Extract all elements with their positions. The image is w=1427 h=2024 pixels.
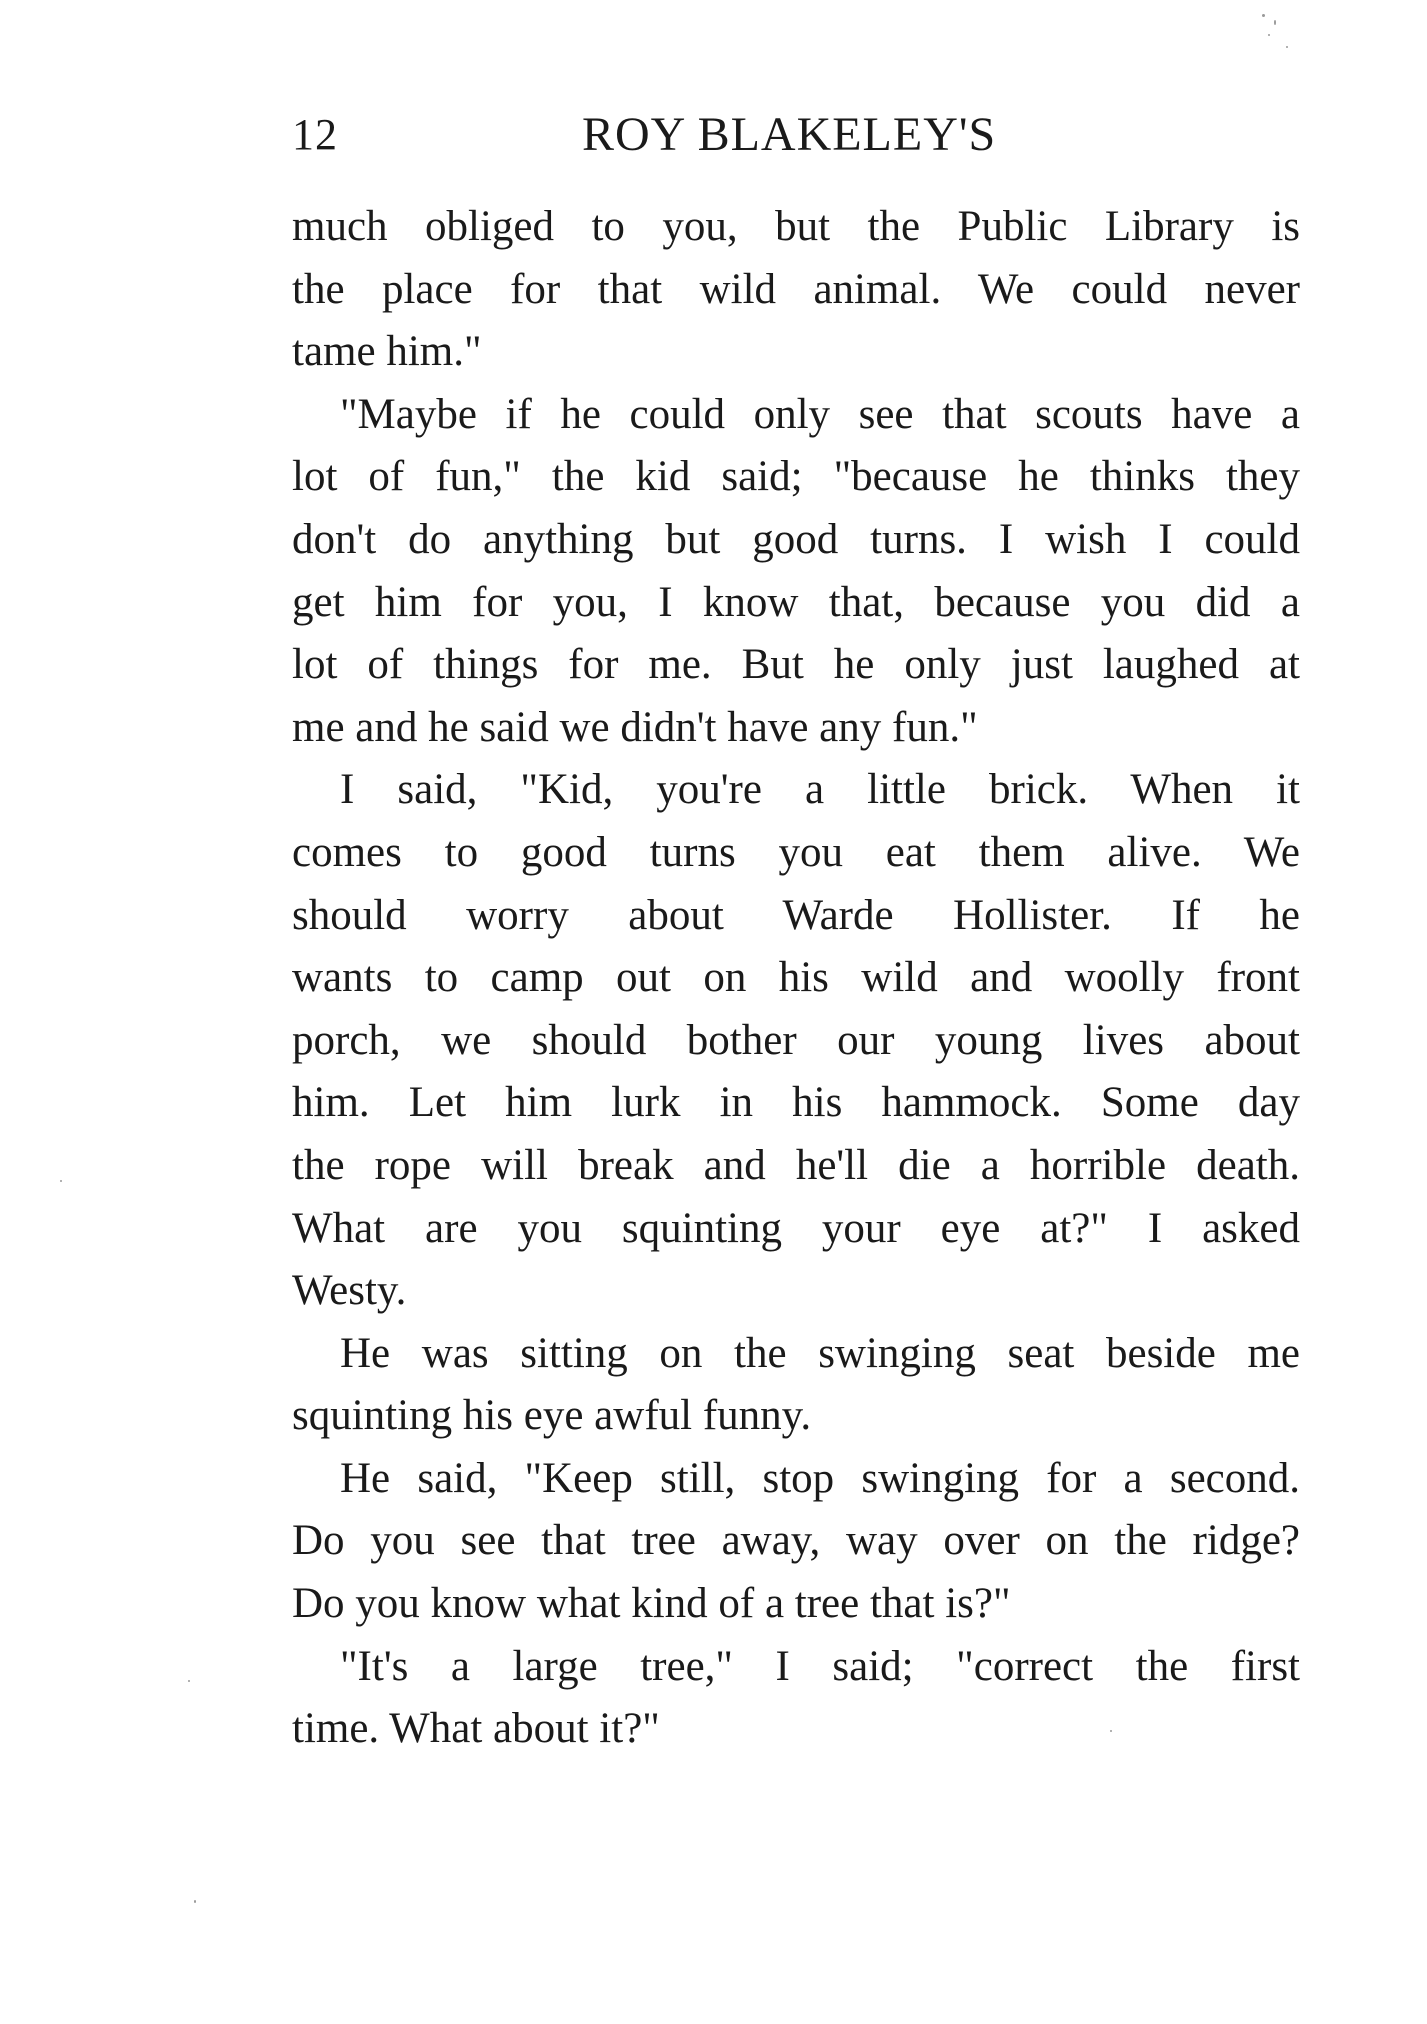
text-line: squinting his eye awful funny. bbox=[292, 1392, 812, 1440]
text-line: tame him." bbox=[292, 328, 482, 376]
paper-speck bbox=[1286, 46, 1288, 48]
text-line: much obliged to you, but the Public Library is bbox=[292, 203, 1300, 250]
text-line: wants to camp out on his wild and woolly front bbox=[292, 954, 1300, 1002]
text-line: "It's a large tree," I said; "correct the first bbox=[340, 1642, 1300, 1690]
text-line: He said, "Keep still, stop swinging for a second. bbox=[340, 1454, 1300, 1502]
text-line: "Maybe if he could only see that scouts have a bbox=[340, 390, 1300, 438]
text-line: him. Let him lurk in his hammock. Some day bbox=[292, 1079, 1300, 1127]
text-line: comes to good turns you eat them alive. We bbox=[292, 828, 1300, 876]
text-line: porch, we should bother our young lives about bbox=[292, 1016, 1300, 1064]
paragraph bbox=[292, 1636, 1300, 1761]
paper-speck bbox=[1110, 1730, 1112, 1732]
text-line: lot of fun," the kid said; "because he thinks they bbox=[292, 453, 1300, 501]
paper-speck bbox=[60, 1180, 62, 1182]
paper-speck bbox=[188, 1680, 190, 1682]
text-line: the rope will break and he'll die a horrible death. bbox=[292, 1141, 1300, 1189]
paragraph bbox=[292, 759, 1300, 1322]
paragraph bbox=[292, 1323, 1300, 1448]
page-number: 12 bbox=[292, 110, 338, 159]
text-line: I said, "Kid, you're a little brick. When it bbox=[340, 766, 1300, 814]
body-text bbox=[292, 196, 1300, 1761]
paragraph bbox=[292, 196, 1300, 384]
text-line: Do you know what kind of a tree that is?" bbox=[292, 1580, 1011, 1628]
paper-speck bbox=[1262, 14, 1265, 17]
text-line: He was sitting on the swinging seat beside me bbox=[340, 1329, 1300, 1377]
paragraph bbox=[292, 1448, 1300, 1636]
paper-speck bbox=[1268, 34, 1270, 36]
text-line: Westy. bbox=[292, 1267, 407, 1315]
text-line: should worry about Warde Hollister. If he bbox=[292, 891, 1300, 939]
paper-speck bbox=[1274, 20, 1276, 25]
text-line: the place for that wild animal. We could never bbox=[292, 265, 1300, 313]
text-line: lot of things for me. But he only just laughed at bbox=[292, 641, 1300, 689]
paper-speck bbox=[194, 1900, 196, 1903]
text-line: What are you squinting your eye at?" I asked bbox=[292, 1204, 1300, 1252]
text-line: Do you see that tree away, way over on the ridge? bbox=[292, 1517, 1300, 1565]
paragraph bbox=[292, 384, 1300, 760]
running-title: ROY BLAKELEY'S bbox=[582, 108, 997, 161]
text-line: time. What about it?" bbox=[292, 1705, 660, 1753]
running-head bbox=[292, 100, 1292, 170]
text-line: don't do anything but good turns. I wish I could bbox=[292, 515, 1300, 563]
text-line: get him for you, I know that, because you did a bbox=[292, 578, 1300, 626]
text-line: me and he said we didn't have any fun." bbox=[292, 703, 978, 751]
